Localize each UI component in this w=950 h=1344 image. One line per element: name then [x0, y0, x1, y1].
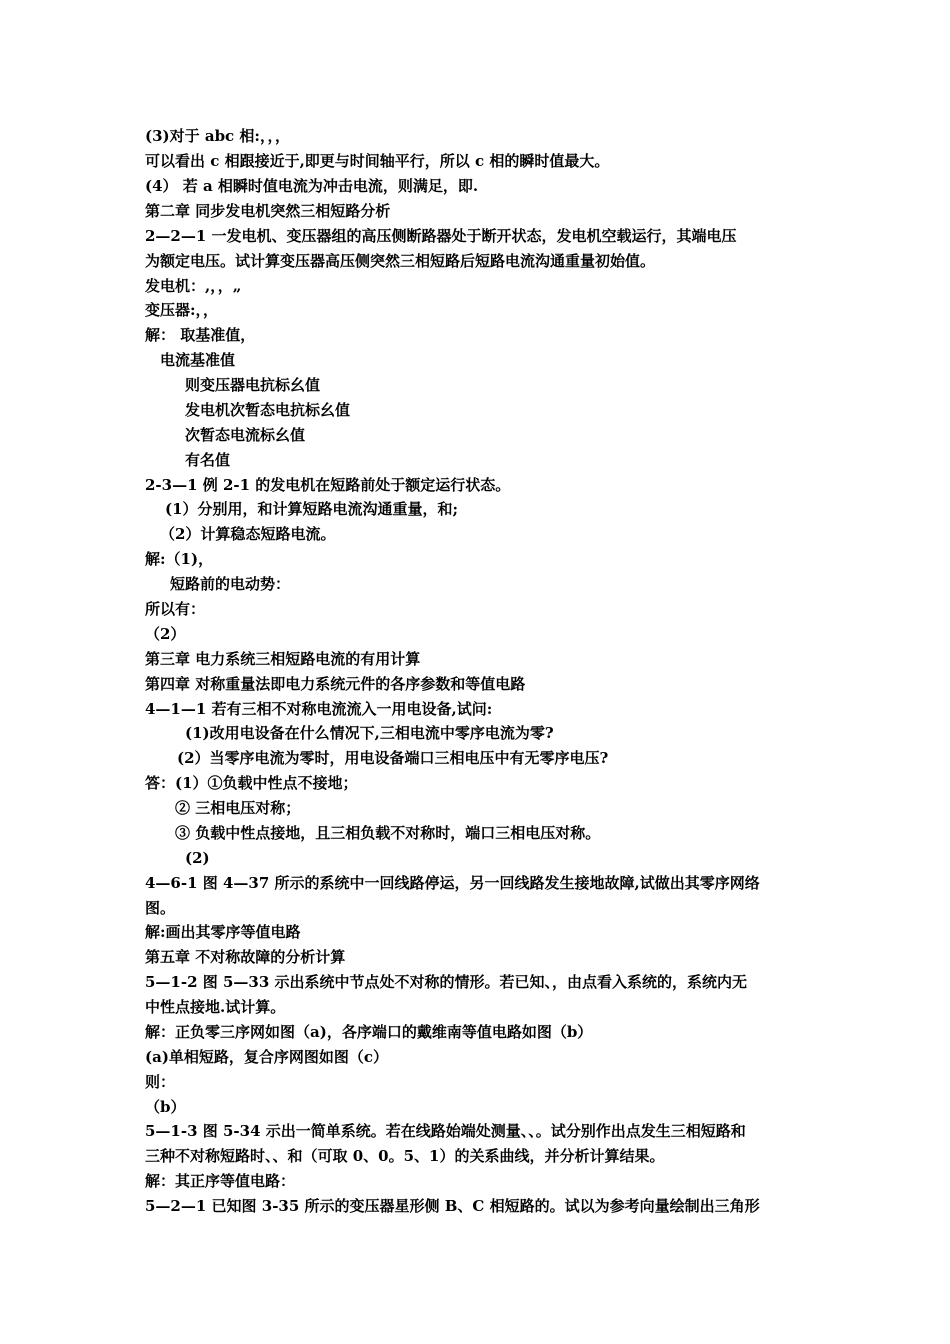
text-line: 4—1—1 若有三相不对称电流流入一用电设备,试问:: [145, 700, 493, 718]
text-line: 所以有：: [145, 600, 206, 618]
text-line: ③ 负载中性点接地，且三相负载不对称时，端口三相电压对称。: [175, 824, 601, 842]
text-line: 4—6-1 图 4—37 所示的系统中一回线路停运，另一回线路发生接地故障,试做出其零序网络: [145, 874, 760, 892]
text-line: (1)改用电设备在什么情况下,三相电流中零序电流为零?: [185, 724, 554, 742]
text-line: （2）: [145, 625, 186, 643]
chapter-heading: 第三章 电力系统三相短路电流的有用计算: [145, 650, 421, 668]
chapter-heading: 第四章 对称重量法即电力系统元件的各序参数和等值电路: [145, 675, 526, 693]
text-line: 中性点接地.试计算。: [145, 998, 286, 1016]
text-line: 三种不对称短路时、、和（可取 0、0。5、1）的关系曲线，并分析计算结果。: [145, 1147, 665, 1165]
text-line: (1）分别用，和计算短路电流沟通重量，和;: [165, 500, 459, 518]
text-line: (4） 若 a 相瞬时值电流为冲击电流，则满足，即.: [145, 177, 479, 195]
text-line: 则变压器电抗标幺值: [185, 376, 321, 394]
text-line: 答：(1）①负载中性点不接地；: [145, 774, 358, 792]
text-line: 发电机次暂态电抗标幺值: [185, 401, 351, 419]
text-line: 短路前的电动势：: [170, 575, 291, 593]
text-line: 2—2—1 一发电机、变压器组的高压侧断路器处于断开状态，发电机空载运行，其端电压: [145, 227, 737, 245]
text-line: 电流基准值: [160, 351, 236, 369]
text-line: (2): [185, 849, 210, 867]
text-line: (3)对于 abc 相:，，，: [145, 127, 290, 145]
text-line: 为额定电压。试计算变压器高压侧突然三相短路后短路电流沟通重量初始值。: [145, 252, 656, 270]
text-line: 则：: [145, 1073, 176, 1091]
text-line: （b）: [145, 1098, 186, 1116]
chapter-heading: 第二章 同步发电机突然三相短路分析: [145, 202, 391, 220]
text-line: 变压器:，，: [145, 301, 219, 319]
text-line: 5—1-2 图 5—33 示出系统中节点处不对称的情形。若已知、，由点看入系统的，系统内无: [145, 973, 748, 991]
text-line: 次暂态电流标幺值: [185, 426, 306, 444]
text-line: 5—2—1 已知图 3-35 所示的变压器星形侧 B、C 相短路的。试以为参考向量绘制出三角形: [145, 1197, 760, 1215]
text-line: 5—1-3 图 5-34 示出一简单系统。若在线路始端处测量、、。试分别作出点发生三相短路和: [145, 1122, 746, 1140]
text-line: 解:画出其零序等值电路: [145, 923, 301, 941]
text-line: 2-3—1 例 2-1 的发电机在短路前处于额定运行状态。: [145, 476, 511, 494]
text-line: (2）当零序电流为零时，用电设备端口三相电压中有无零序电压?: [177, 749, 609, 767]
text-line: 有名值: [185, 451, 231, 469]
text-line: 解： 取基准值，: [145, 326, 256, 344]
text-line: 解:（1)，: [145, 550, 214, 568]
text-line: (a)单相短路，复合序网图如图（c）: [145, 1048, 389, 1066]
text-line: 解：正负零三序网如图（a)，各序端口的戴维南等值电路如图（b）: [145, 1023, 593, 1041]
text-line: 可以看出 c 相跟接近于,即更与时间轴平行，所以 c 相的瞬时值最大。: [145, 152, 610, 170]
chapter-heading: 第五章 不对称故障的分析计算: [145, 948, 346, 966]
text-line: （2）计算稳态短路电流。: [160, 525, 336, 543]
text-line: ② 三相电压对称；: [175, 799, 301, 817]
text-line: 解：其正序等值电路：: [145, 1172, 296, 1190]
text-line: 发电机：,，，„: [145, 277, 242, 295]
text-line: 图。: [145, 899, 176, 917]
